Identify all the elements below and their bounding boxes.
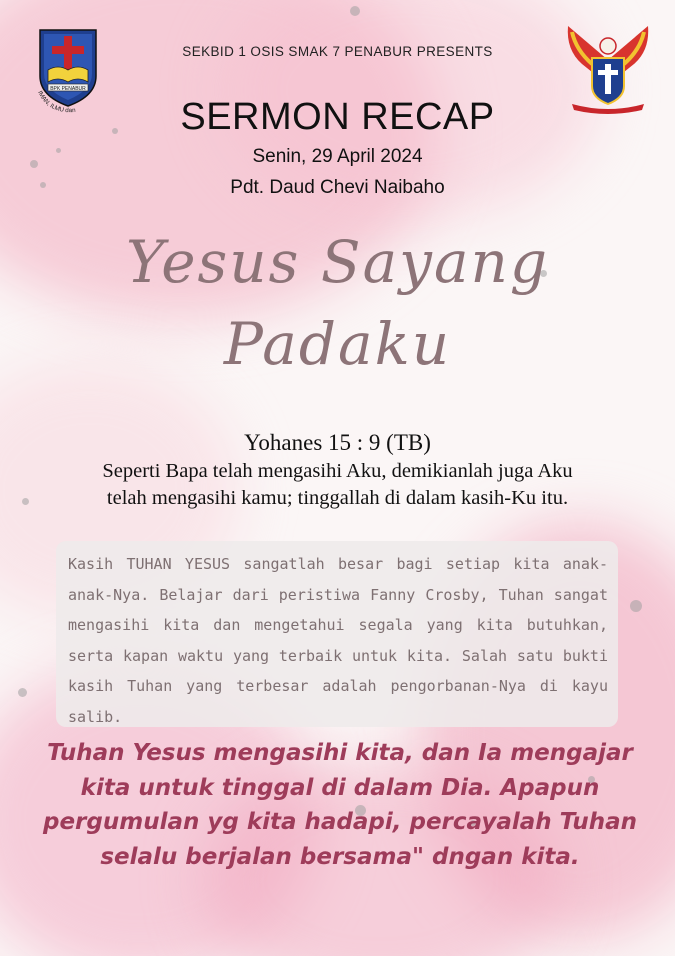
sermon-title-line2: Padaku [223,310,452,378]
verse-reference: Yohanes 15 : 9 (TB) [244,430,431,455]
verse-text [30,458,645,512]
sermon-title-line1: Yesus Sayang [125,228,550,296]
summary-box [56,541,618,727]
preacher-name: Pdt. Daud Chevi Naibaho [230,177,445,198]
presents-line: SEKBID 1 OSIS SMAK 7 PENABUR PRESENTS [182,44,493,59]
verse-line-1: Seperti Bapa telah mengasihi Aku, demikianlah juga Aku [102,460,573,482]
closing-message: Tuhan Yesus mengasihi kita, dan Ia mengajar kita untuk tinggal di dalam Dia. Apapun pergumulan yg kita hadapi, percayalah Tuhan selalu berjalan bersama" dngan kita. [42,740,638,870]
summary-text: Kasih TUHAN YESUS sangatlah besar bagi setiap kita anak-anak-Nya. Belajar dari peristiwa Fanny Crosby, Tuhan sangat mengasihi kita dan mengetahui segala yang kita butuhkan, serta kapan waktu yang terbaik untuk kita. Salah satu bukti kasih Tuhan yang terbesar adalah pengorbanan-Nya di kayu salib. [68,555,608,726]
bpk-penabur-logo-text: BPK PENABUR [50,85,86,92]
motto-text: IMAN, ILMU dan [36,89,76,115]
sermon-date: Senin, 29 April 2024 [252,146,423,167]
verse-line-2: telah mengasihi kamu; tinggallah di dalam kasih-Ku itu. [106,487,569,509]
page-title: SERMON RECAP [180,96,495,138]
